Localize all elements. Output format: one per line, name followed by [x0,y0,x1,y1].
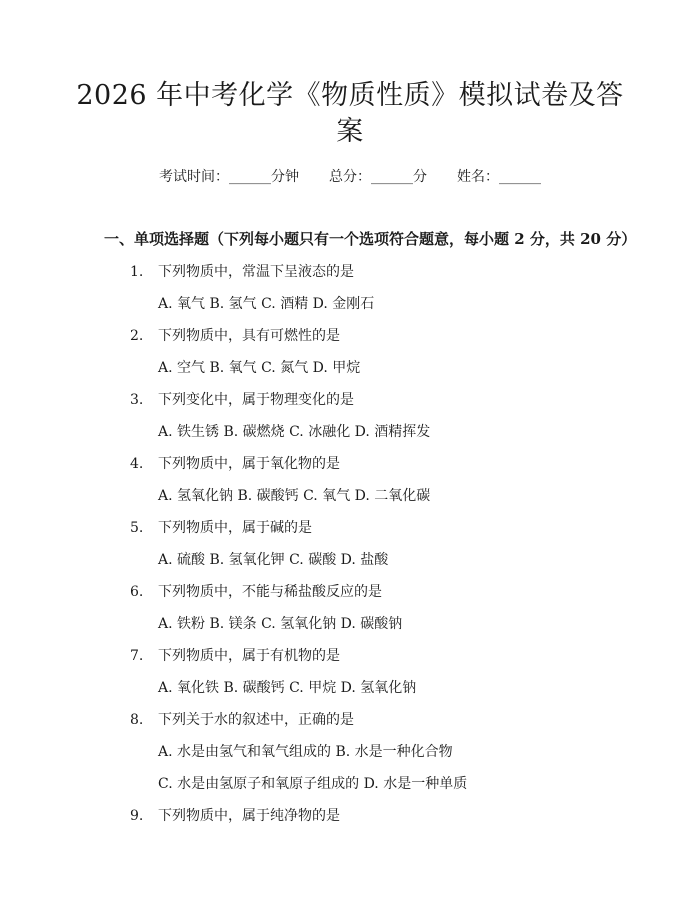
total-score-field: 总分：______分 [329,169,427,185]
question-text: 下列关于水的叙述中，正确的是 [158,712,354,728]
answer-options: A. 氢氧化钠 B. 碳酸钙 C. 氧气 D. 二氧化碳 [158,488,431,504]
question-number: 2. [130,328,144,344]
page-title: 2026 年中考化学《物质性质》模拟试卷及答案 [76,80,624,147]
question-item [130,517,312,537]
answer-options: A. 氧化铁 B. 碳酸钙 C. 甲烷 D. 氢氧化钠 [158,680,417,696]
question-number: 7. [130,648,144,664]
answer-options: A. 硫酸 B. 氢氧化钾 C. 碳酸 D. 盐酸 [158,552,389,568]
question-item [130,325,340,345]
question-item [130,453,340,473]
answer-options: A. 铁粉 B. 镁条 C. 氢氧化钠 D. 碳酸钠 [158,616,403,632]
question-item [130,645,340,665]
question-number: 1. [130,264,144,280]
answer-options: A. 空气 B. 氧气 C. 氮气 D. 甲烷 [158,360,361,376]
question-text: 下列物质中，不能与稀盐酸反应的是 [158,584,382,600]
exam-meta [0,166,700,186]
answer-options: A. 氧气 B. 氢气 C. 酒精 D. 金刚石 [158,296,375,312]
question-number: 4. [130,456,144,472]
question-text: 下列物质中，具有可燃性的是 [158,328,340,344]
question-number: 3. [130,392,144,408]
question-text: 下列变化中，属于物理变化的是 [158,392,354,408]
answer-options: A. 水是由氢气和氧气组成的 B. 水是一种化合物 [158,744,453,760]
question-item [130,581,382,601]
question-number: 5. [130,520,144,536]
question-item [130,389,354,409]
answer-options: A. 铁生锈 B. 碳燃烧 C. 冰融化 D. 酒精挥发 [158,424,431,440]
answer-options: C. 水是由氢原子和氧原子组成的 D. 水是一种单质 [158,776,468,792]
question-item [130,261,354,281]
name-field: 姓名：______ [457,169,541,185]
question-text: 下列物质中，属于有机物的是 [158,648,340,664]
question-text: 下列物质中，属于纯净物的是 [158,808,340,824]
question-number: 9. [130,808,144,824]
question-number: 6. [130,584,144,600]
question-number: 8. [130,712,144,728]
section-heading: 一、单项选择题（下列每小题只有一个选项符合题意，每小题 2 分，共 20 分） [104,230,637,248]
question-text: 下列物质中，属于碱的是 [158,520,312,536]
question-item [130,805,340,825]
exam-time-field: 考试时间：______分钟 [159,169,299,185]
question-text: 下列物质中，属于氧化物的是 [158,456,340,472]
question-item [130,709,354,729]
question-text: 下列物质中，常温下呈液态的是 [158,264,354,280]
